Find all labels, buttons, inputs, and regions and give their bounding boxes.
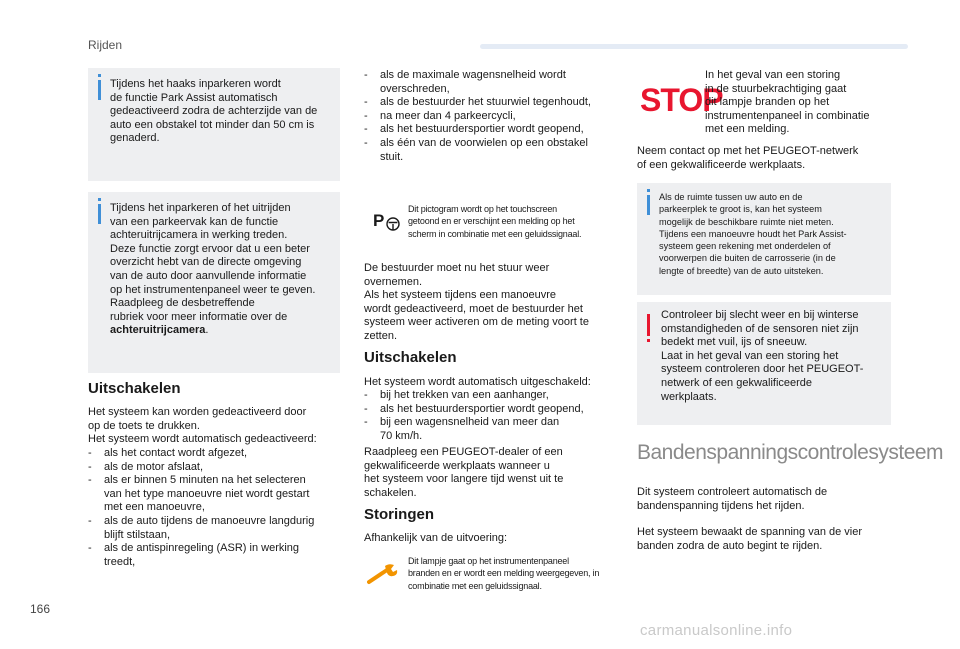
heading-storingen: Storingen [364, 506, 434, 523]
svg-text:P: P [373, 211, 385, 230]
list-item [364, 416, 624, 443]
warning-icon [647, 314, 650, 336]
heading-uitschakelen-2: Uitschakelen [364, 349, 457, 366]
list-item [364, 96, 624, 110]
warning-text: Controleer bij slecht weer en bij winterse omstandigheden of de sensoren niet zijn bedekt met vuil, ijs of sneeuw. Laat in het geval van een storing het systeem controleren door het PEUGEOT- netwerk of een gekwalificeerde werkplaats. [661, 309, 864, 403]
list-item-text: bij het trekken van een aanhanger, [380, 389, 549, 401]
list-item-text: als het contact wordt afgezet, [104, 447, 248, 459]
info-box-space [637, 183, 891, 295]
list-item-text: als het bestuurdersportier wordt geopend, [380, 402, 584, 415]
deactivation-list [88, 447, 343, 569]
list-dash: - [364, 136, 368, 149]
list-item-text: als de bestuurder het stuurwiel tegenhoudt, [380, 96, 591, 109]
list-item-text: als de motor afslaat, [104, 460, 204, 473]
list-dash: - [364, 416, 368, 429]
list-item [88, 447, 343, 461]
list-dash: - [364, 69, 368, 81]
info-text: Als de ruimte tussen uw auto en de parkeerplek te groot is, kan het systeem mogelijk de beschikbare ruimte niet meten. Tijdens een manoeuvre houdt het Park Assist- systeem geen rekening met onderdelen of voorwerpen die buiten de carrosserie (in de lengte of breedte) van de auto uitsteken. [659, 192, 847, 276]
body-text: Afhankelijk van de uitvoering: [364, 532, 508, 544]
list-item [364, 137, 624, 164]
list-item [88, 474, 343, 515]
list-item-text: als de auto tijdens de manoeuvre langdurig blijft stilstaan, [104, 514, 315, 541]
body-text: De bestuurder moet nu het stuur weer overnemen. Als het systeem tijdens een manoeuvre wordt gedeactiveerd, moet de bestuurder het systeem weer activeren om de meting voort te zetten. [364, 262, 589, 342]
list-dash: - [364, 123, 368, 136]
body-text: Het systeem bewaakt de spanning van de vier banden zodra de auto begint te rijden. [637, 526, 863, 552]
list-item-text: na meer dan 4 parkeercycli, [380, 109, 516, 122]
list-item-text: bij een wagensnelheid van meer dan 70 km/h. [380, 416, 560, 442]
header-bar [480, 44, 908, 49]
list-dash: - [364, 389, 368, 401]
list-item [364, 69, 624, 96]
info-icon [647, 195, 650, 215]
list-item-text: als er binnen 5 minuten na het selecteren van het type manoeuvre niet wordt gestart met een manoeuvre, [104, 474, 310, 514]
list-item [364, 389, 624, 403]
list-item [88, 461, 343, 475]
stop-icon: STOP [640, 82, 723, 118]
stop-text: In het geval van een storing in de stuurbekrachtiging gaat dit lampje branden op het instrumentenpaneel in combinatie met een melding. [705, 69, 870, 136]
page-number: 166 [30, 602, 51, 616]
list-item [364, 403, 624, 417]
list-dash: - [364, 96, 368, 109]
list-dash: - [364, 402, 368, 415]
list-item [88, 542, 343, 569]
list-dash: - [364, 109, 368, 122]
info-box-reversing-camera [88, 192, 340, 373]
list-dash: - [88, 514, 92, 527]
contact-text: Neem contact op met het PEUGEOT-netwerk of een gekwalificeerde werkplaats. [637, 145, 859, 171]
deactivation-list-cont [364, 69, 624, 164]
info-icon [98, 80, 101, 100]
body-text: Het systeem kan worden gedeactiveerd door op de toets te drukken. Het systeem wordt automatisch gedeactiveerd: [88, 406, 317, 446]
section-title: Bandenspanningscontrolesysteem [637, 441, 944, 464]
list-item [364, 123, 624, 137]
info-text: Tijdens het inparkeren of het uitrijden van een parkeervak kan de functie achteruitrijcamera in werking treden. Deze functie zorgt ervoor dat u een beter overzicht hebt van de directe omgeving van de auto door aanvullende informatie op het instrumentenpaneel weer te geven. Raadpleeg de desbetreffende rubriek voor meer informatie over de achteruitrijcamera. [110, 202, 316, 337]
pictogram-note: Dit pictogram wordt op het touchscreen getoond en er verschijnt een melding op het scherm in combinatie met een geluidssignaal. [408, 204, 582, 239]
section-label: Rijden [88, 38, 123, 52]
list-dash: - [88, 542, 92, 555]
parking-assist-icon [371, 209, 401, 235]
list-dash: - [88, 474, 92, 487]
switchoff-list [364, 389, 624, 443]
info-text: Tijdens het haaks inparkeren wordt de functie Park Assist automatisch gedeactiveerd zodra de achterzijde van de auto een obstakel tot minder dan 50 cm is genaderd. [110, 78, 318, 145]
list-item-text: als de antispinregeling (ASR) in werking treedt, [104, 542, 300, 568]
list-dash: - [88, 447, 92, 459]
list-item-text: als het bestuurdersportier wordt geopend, [380, 123, 584, 136]
list-item [88, 515, 343, 542]
warning-box-weather [637, 302, 891, 425]
lamp-note: Dit lampje gaat op het instrumentenpaneel branden en er wordt een melding weergegeven, in combinatie met een geluidssignaal. [408, 556, 600, 591]
info-icon [98, 204, 101, 224]
list-item-text: als de maximale wagensnelheid wordt overschreden, [380, 69, 566, 95]
heading-uitschakelen: Uitschakelen [88, 380, 181, 397]
body-text: Dit systeem controleert automatisch de bandenspanning tijdens het rijden. [637, 486, 828, 512]
watermark: carmanualsonline.info [640, 622, 793, 639]
info-box-park-assist [88, 68, 340, 181]
body-text: Het systeem wordt automatisch uitgeschakeld: [364, 376, 591, 388]
list-dash: - [88, 460, 92, 473]
list-item [364, 110, 624, 124]
list-item-text: als één van de voorwielen op een obstakel stuit. [380, 136, 588, 163]
wrench-warning-icon [367, 562, 401, 586]
body-text: Raadpleeg een PEUGEOT-dealer of een gekwalificeerde werkplaats wanneer u het systeem voor langere tijd wenst uit te schakelen. [364, 446, 564, 499]
